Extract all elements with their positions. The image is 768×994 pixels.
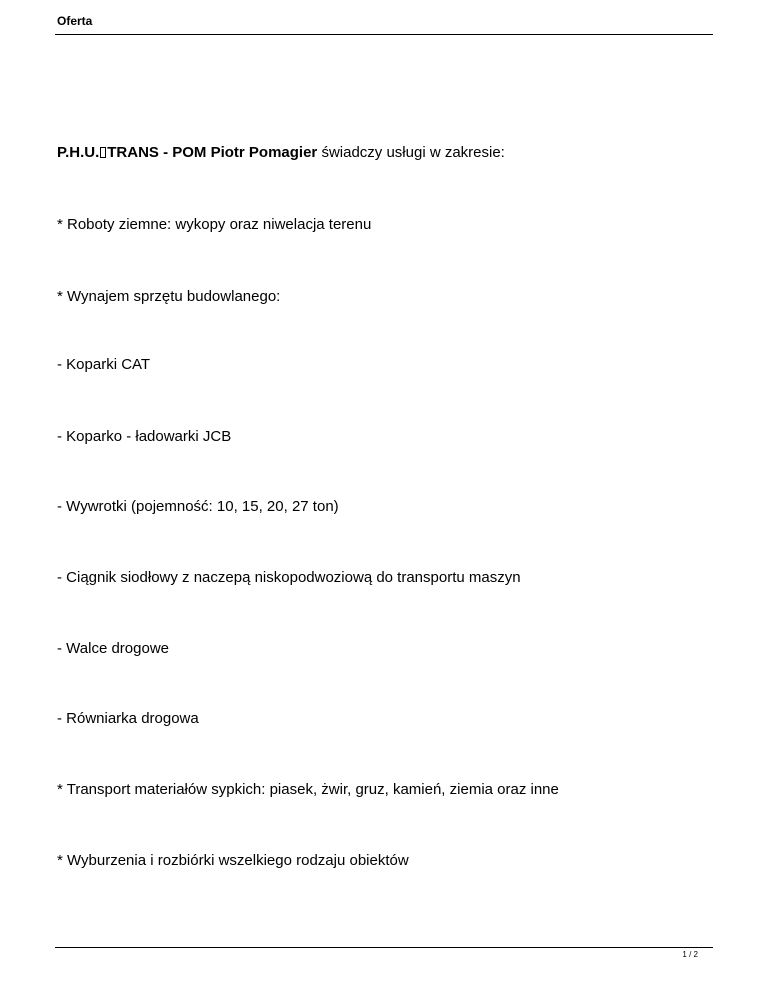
list-item: * Wyburzenia i rozbiórki wszelkiego rodzaju obiektów: [57, 852, 409, 869]
missing-glyph-icon: [100, 147, 106, 158]
intro-paragraph: [57, 144, 505, 162]
page-number: 1 / 2: [682, 950, 698, 959]
list-item: - Walce drogowe: [57, 640, 169, 657]
list-item: - Koparki CAT: [57, 356, 151, 373]
company-prefix: P.H.U.: [57, 144, 100, 161]
header-divider: [55, 34, 713, 35]
list-item: - Równiarka drogowa: [57, 710, 199, 727]
list-item: - Koparko - ładowarki JCB: [57, 428, 232, 445]
list-item: * Transport materiałów sypkich: piasek, żwir, gruz, kamień, ziemia oraz inne: [57, 781, 559, 798]
list-item: * Wynajem sprzętu budowlanego:: [57, 288, 281, 305]
footer-divider: [55, 947, 713, 948]
list-item: - Ciągnik siodłowy z naczepą niskopodwoziową do transportu maszyn: [57, 569, 521, 586]
intro-text: świadczy usługi w zakresie:: [317, 144, 505, 161]
list-item: - Wywrotki (pojemność: 10, 15, 20, 27 ton): [57, 498, 339, 515]
company-name: TRANS - POM Piotr Pomagier: [107, 144, 318, 161]
list-item: * Roboty ziemne: wykopy oraz niwelacja terenu: [57, 216, 372, 233]
page-header-title: Oferta: [57, 14, 93, 28]
